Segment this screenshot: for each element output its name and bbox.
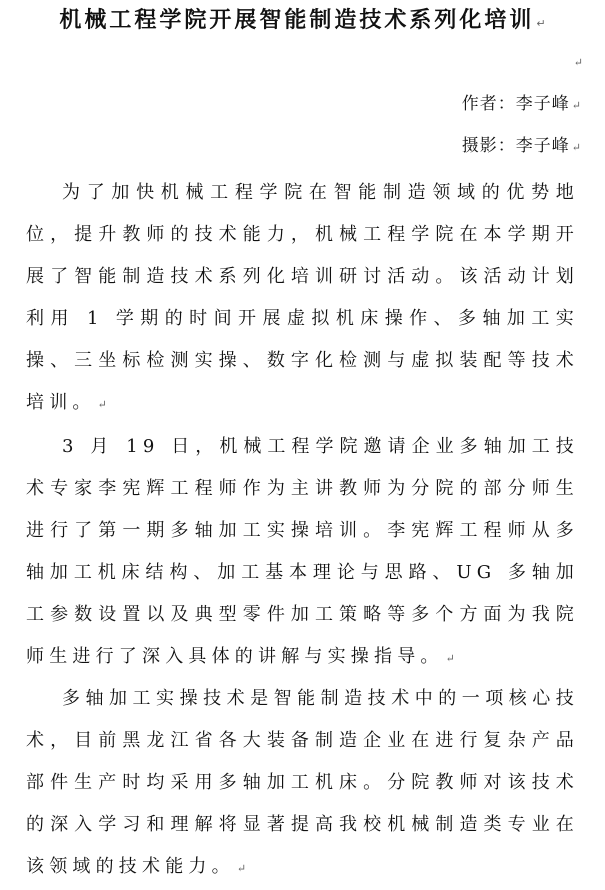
paragraph-1: 为了加快机械工程学院在智能制造领域的优势地位，提升教师的技术能力，机械工程学院在本学期开展了智能制造技术系列化培训研讨活动。该活动计划利用 1 学期的时间开展虚拟机床操作、多轴加工实操、三坐标检测实操、数字化检测与虚拟装配等技术培训。 ↵: [26, 172, 579, 426]
paragraph-3: 多轴加工实操技术是智能制造技术中的一项核心技术，目前黑龙江省各大装备制造企业在进行复杂产品部件生产时均采用多轴加工机床。分院教师对该技术的深入学习和理解将显著提高我校机械制造类专业在该领域的技术能力。 ↵: [26, 678, 579, 890]
document-title: [0, 6, 605, 39]
paragraph-2: 3 月 19 日，机械工程学院邀请企业多轴加工技术专家李宪辉工程师作为主讲教师为分院的部分师生进行了第一期多轴加工实操培训。李宪辉工程师从多轴加工机床结构、加工基本理论与思路、UG 多轴加工参数设置以及典型零件加工策略等多个方面为我院师生进行了深入具体的讲解与实操指导。 ↵: [26, 426, 579, 680]
photographer-line: 摄影：李子峰 ↵: [462, 134, 581, 160]
article-body: [26, 172, 579, 890]
document-title-text: 机械工程学院开展智能制造技术系列化培训: [59, 8, 535, 33]
empty-paragraph-mark: ↵: [573, 56, 583, 69]
author-line: 作者：李子峰 ↵: [462, 92, 581, 118]
